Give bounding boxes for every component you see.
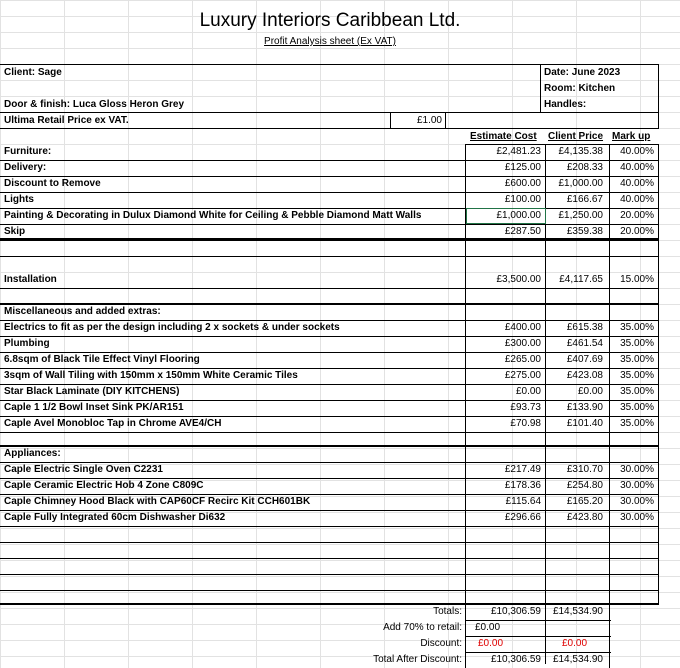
company-title: Luxury Interiors Caribbean Ltd. (199, 10, 461, 31)
add-retail-estimate[interactable]: £0.00 (475, 622, 501, 633)
row-label: Caple Fully Integrated 60cm Dishwasher Di632 (4, 512, 226, 523)
row-client-price[interactable]: £461.54 (566, 338, 603, 349)
row-markup[interactable]: 35.00% (620, 322, 654, 333)
row-markup[interactable]: 40.00% (620, 194, 654, 205)
row-label: Caple Ceramic Electric Hob 4 Zone C809C (4, 480, 204, 491)
row-label: Lights (4, 194, 34, 205)
row-estimate-cost[interactable]: £300.00 (504, 338, 541, 349)
border (540, 64, 541, 112)
row-client-price[interactable]: £359.38 (566, 226, 603, 237)
row-estimate-cost[interactable]: £0.00 (515, 386, 541, 397)
totals-estimate[interactable]: £10,306.59 (490, 606, 541, 617)
row-estimate-cost[interactable]: £100.00 (504, 194, 541, 205)
row-markup[interactable]: 35.00% (620, 338, 654, 349)
row-estimate-cost[interactable]: £93.73 (510, 402, 541, 413)
row-client-price[interactable]: £1,000.00 (558, 178, 603, 189)
row-border (0, 432, 659, 433)
door-finish-label: Door & finish: Luca Gloss Heron Grey (4, 99, 185, 110)
row-client-price[interactable]: £4,135.38 (558, 146, 603, 157)
section-divider (0, 445, 659, 447)
totals-label: Totals: (433, 606, 462, 617)
row-label: Furniture: (4, 146, 52, 157)
border (0, 558, 659, 559)
row-label: Delivery: (4, 162, 47, 173)
installation-client[interactable]: £4,117.65 (559, 274, 603, 285)
row-label: Caple Avel Monobloc Tap in Chrome AVE4/CH (4, 418, 222, 429)
row-client-price[interactable]: £208.33 (566, 162, 603, 173)
total-after-discount-label: Total After Discount: (373, 654, 462, 665)
row-label: 6.8sqm of Black Tile Effect Vinyl Flooring (4, 354, 200, 365)
row-client-price[interactable]: £310.70 (566, 464, 603, 475)
border (0, 526, 659, 527)
row-estimate-cost[interactable]: £115.64 (505, 496, 541, 507)
col-header-markup: Mark up (612, 131, 651, 142)
row-border (0, 240, 659, 241)
room-label: Room: Kitchen (544, 83, 616, 94)
installation-estimate[interactable]: £3,500.00 (496, 274, 541, 285)
row-client-price[interactable]: £166.67 (566, 194, 603, 205)
row-client-price[interactable]: £101.40 (566, 418, 603, 429)
border (658, 64, 659, 128)
row-client-price[interactable]: £133.90 (566, 402, 603, 413)
col-header-estimate: Estimate Cost (470, 131, 537, 142)
row-estimate-cost[interactable]: £296.66 (504, 512, 541, 523)
row-markup[interactable]: 30.00% (620, 496, 654, 507)
border (0, 256, 659, 257)
discount-label: Discount: (420, 638, 462, 649)
row-client-price[interactable]: £165.20 (566, 496, 603, 507)
border (0, 288, 659, 289)
row-estimate-cost[interactable]: £400.00 (504, 322, 541, 333)
row-estimate-cost[interactable]: £265.00 (504, 354, 541, 365)
row-client-price[interactable]: £1,250.00 (558, 210, 603, 221)
row-estimate-cost[interactable]: £2,481.23 (496, 146, 541, 157)
row-markup[interactable]: 35.00% (620, 370, 654, 381)
row-estimate-cost[interactable]: £275.00 (504, 370, 541, 381)
row-estimate-cost[interactable]: £1,000.00 (496, 210, 541, 221)
border (0, 574, 659, 575)
row-markup[interactable]: 35.00% (620, 402, 654, 413)
row-markup[interactable]: 30.00% (620, 480, 654, 491)
row-label: Caple 1 1/2 Bowl Inset Sink PK/AR151 (4, 402, 184, 413)
appliances-heading: Appliances: (4, 448, 61, 459)
row-label: Caple Electric Single Oven C2231 (4, 464, 163, 475)
row-markup[interactable]: 35.00% (620, 386, 654, 397)
row-client-price[interactable]: £615.38 (566, 322, 603, 333)
row-estimate-cost[interactable]: £125.00 (504, 162, 541, 173)
row-label: Painting & Decorating in Dulux Diamond White for Ceiling & Pebble Diamond Matt Walls (4, 210, 422, 221)
row-markup[interactable]: 20.00% (620, 226, 654, 237)
row-markup[interactable]: 40.00% (620, 162, 654, 173)
ultima-price-value[interactable]: £1.00 (416, 115, 442, 126)
row-label: Plumbing (4, 338, 50, 349)
total-after-discount-estimate[interactable]: £10,306.59 (490, 654, 541, 665)
row-client-price[interactable]: £423.80 (566, 512, 603, 523)
border (390, 112, 391, 128)
border (0, 590, 659, 591)
add-retail-label: Add 70% to retail: (383, 622, 462, 633)
discount-estimate[interactable]: £0.00 (478, 638, 504, 649)
sheet-subtitle: Profit Analysis sheet (Ex VAT) (264, 36, 396, 47)
installation-label: Installation (4, 274, 57, 285)
row-estimate-cost[interactable]: £217.49 (504, 464, 541, 475)
totals-client[interactable]: £14,534.90 (552, 606, 603, 617)
row-label: 3sqm of Wall Tiling with 150mm x 150mm White Ceramic Tiles (4, 370, 298, 381)
row-markup[interactable]: 35.00% (620, 418, 654, 429)
discount-client[interactable]: £0.00 (562, 638, 588, 649)
border (609, 144, 610, 604)
row-client-price[interactable]: £407.69 (566, 354, 603, 365)
misc-heading: Miscellaneous and added extras: (4, 306, 161, 317)
row-estimate-cost[interactable]: £178.36 (504, 480, 541, 491)
row-client-price[interactable]: £254.80 (566, 480, 603, 491)
row-markup[interactable]: 35.00% (620, 354, 654, 365)
selected-cell[interactable] (466, 208, 546, 224)
row-estimate-cost[interactable]: £70.98 (510, 418, 541, 429)
row-estimate-cost[interactable]: £287.50 (504, 226, 541, 237)
border (658, 144, 659, 604)
row-markup[interactable]: 40.00% (620, 178, 654, 189)
total-after-discount-client[interactable]: £14,534.90 (552, 654, 603, 665)
row-label: Electrics to fit as per the design including 2 x sockets & under sockets (4, 322, 340, 333)
row-client-price[interactable]: £423.08 (566, 370, 603, 381)
row-markup[interactable]: 30.00% (620, 464, 654, 475)
row-estimate-cost[interactable]: £600.00 (504, 178, 541, 189)
installation-markup[interactable]: 15.00% (620, 274, 654, 285)
col-header-client: Client Price (548, 131, 604, 142)
row-label: Caple Chimney Hood Black with CAP60CF Recirc Kit CCH601BK (4, 496, 311, 507)
row-label: Discount to Remove (4, 178, 101, 189)
border (0, 542, 659, 543)
row-markup[interactable]: 30.00% (620, 512, 654, 523)
ultima-price-label: Ultima Retail Price ex VAT. (4, 115, 129, 126)
row-markup[interactable]: 20.00% (620, 210, 654, 221)
border (445, 112, 446, 128)
row-markup[interactable]: 40.00% (620, 146, 654, 157)
row-client-price[interactable]: £0.00 (577, 386, 603, 397)
date-label: Date: June 2023 (544, 67, 621, 78)
row-label: Skip (4, 226, 26, 237)
client-label: Client: Sage (4, 67, 62, 78)
border (609, 604, 610, 668)
section-divider (0, 238, 659, 240)
handles-label: Handles: (544, 99, 587, 110)
row-label: Star Black Laminate (DIY KITCHENS) (4, 386, 180, 397)
